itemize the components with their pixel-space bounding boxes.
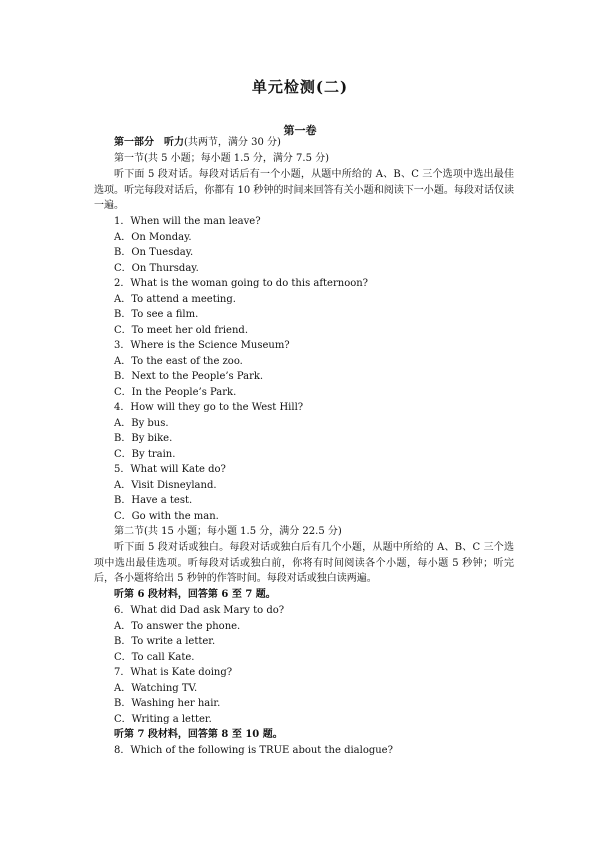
question-stem: 2．What is the woman going to do this afternoon? bbox=[114, 278, 369, 289]
material-6-label: 听第 6 段材料，回答第 6 至 7 题。 bbox=[114, 589, 276, 600]
section1-instructions: 听下面 5 段对话。每段对话后有一个小题，从题中所给的 A、B、C 三个选项中选出最佳选项。听完每段对话后，你都有 10 秒钟的时间来回答有关小题和阅读下一小题。每段对话仅读一遍。 bbox=[94, 169, 514, 211]
option: A．To the east of the zoo. bbox=[114, 356, 243, 367]
part1-heading-bold: 第一部分 听力 bbox=[114, 137, 184, 148]
question-stem: 5．What will Kate do? bbox=[114, 464, 226, 475]
option: A．By bus. bbox=[114, 418, 169, 429]
option: B．On Tuesday. bbox=[114, 247, 194, 258]
document-title: 单元检测(二) bbox=[251, 78, 349, 96]
option: C．On Thursday. bbox=[114, 263, 199, 274]
option: A．On Monday. bbox=[114, 232, 192, 243]
section2-instructions: 听下面 5 段对话或独白。每段对话或独白后有几个小题，从题中所给的 A、B、C 三个选项中选出最佳选项。听每段对话或独白前，你将有时间阅读各个小题，每小题 5 秒钟；听完后，各小题将给出 5 秒钟的作答时间。每段对话或独白读两遍。 bbox=[94, 542, 514, 584]
material-7-label: 听第 7 段材料，回答第 8 至 10 题。 bbox=[114, 729, 283, 740]
option: C．Go with the man. bbox=[114, 511, 219, 522]
question-stem: 7．What is Kate doing? bbox=[114, 667, 233, 678]
option: B．To write a letter. bbox=[114, 636, 216, 647]
option: C．In the People’s Park. bbox=[114, 387, 237, 398]
option: B．By bike. bbox=[114, 433, 173, 444]
option: C．Writing a letter. bbox=[114, 714, 212, 725]
question-stem: 1．When will the man leave? bbox=[114, 216, 261, 227]
part1-heading-rest: (共两节，满分 30 分) bbox=[184, 137, 281, 148]
volume-heading: 第一卷 bbox=[283, 124, 317, 137]
part1-heading bbox=[114, 136, 281, 150]
option: A．Visit Disneyland. bbox=[114, 480, 217, 491]
question-stem: 3．Where is the Science Museum? bbox=[114, 340, 290, 351]
question-stem: 8．Which of the following is TRUE about the dialogue? bbox=[114, 745, 393, 756]
option: B．Next to the People’s Park. bbox=[114, 371, 264, 382]
option: A．To answer the phone. bbox=[114, 621, 241, 632]
section2-heading: 第二节(共 15 小题；每小题 1.5 分，满分 22.5 分) bbox=[114, 526, 342, 537]
option: A．To attend a meeting. bbox=[114, 294, 236, 305]
option: B．Have a test. bbox=[114, 495, 193, 506]
option: B．Washing her hair. bbox=[114, 698, 221, 709]
option: A．Watching TV. bbox=[114, 683, 198, 694]
option: C．To meet her old friend. bbox=[114, 325, 248, 336]
option: C．By train. bbox=[114, 449, 176, 460]
section1-heading: 第一节(共 5 小题；每小题 1.5 分，满分 7.5 分) bbox=[114, 153, 330, 164]
option: B．To see a film. bbox=[114, 309, 199, 320]
option: C．To call Kate. bbox=[114, 652, 195, 663]
question-stem: 4．How will they go to the West Hill? bbox=[114, 402, 304, 413]
question-stem: 6．What did Dad ask Mary to do? bbox=[114, 605, 285, 616]
